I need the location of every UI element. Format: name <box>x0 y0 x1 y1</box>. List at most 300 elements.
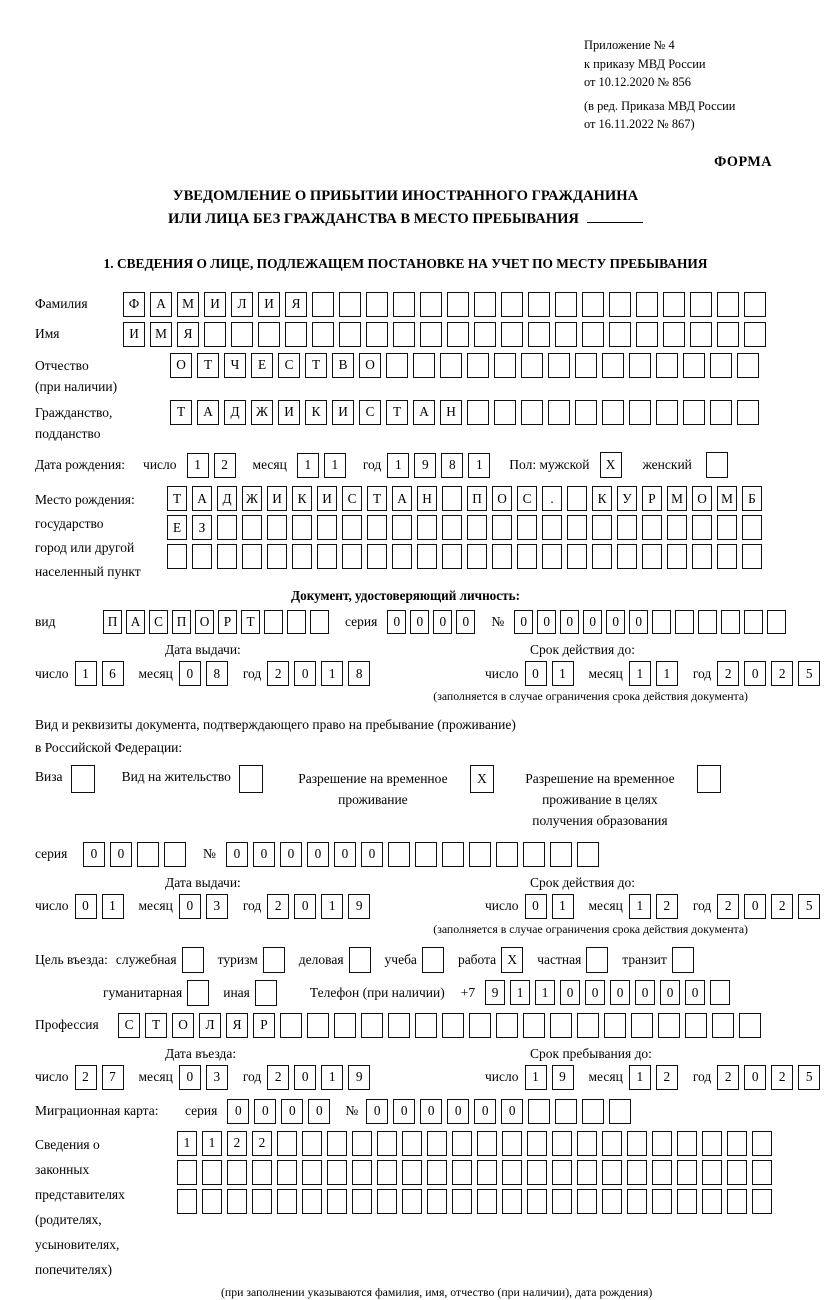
birth-place-cell[interactable] <box>192 544 212 569</box>
number-cell[interactable]: 0 <box>307 842 329 867</box>
series-cell[interactable]: 0 <box>308 1099 330 1124</box>
profession-cell[interactable] <box>685 1013 707 1038</box>
representative-cell[interactable] <box>727 1189 747 1214</box>
birth-place-cell[interactable]: А <box>392 486 412 511</box>
profession-cell[interactable]: О <box>172 1013 194 1038</box>
visa-checkbox[interactable] <box>71 765 100 793</box>
series-cell[interactable]: 0 <box>110 842 132 867</box>
representative-cell[interactable] <box>752 1131 772 1156</box>
citizenship-cell[interactable]: А <box>197 400 219 425</box>
representative-cell[interactable] <box>652 1131 672 1156</box>
date-cell[interactable]: 1 <box>321 1065 343 1090</box>
number-cell[interactable]: 0 <box>253 842 275 867</box>
patronymic-cell[interactable]: С <box>278 353 300 378</box>
doc-series-cell[interactable]: 0 <box>410 610 429 634</box>
representative-cell[interactable] <box>602 1189 622 1214</box>
profession-cell[interactable] <box>577 1013 599 1038</box>
doc-number-cell[interactable]: 0 <box>606 610 625 634</box>
name-cell[interactable] <box>447 322 469 347</box>
birth-place-cell[interactable]: А <box>192 486 212 511</box>
birth-place-cell[interactable] <box>367 544 387 569</box>
birth-place-cell[interactable] <box>667 515 687 540</box>
birth-place-cell[interactable] <box>692 515 712 540</box>
number-cell[interactable]: 0 <box>361 842 383 867</box>
name-cell[interactable] <box>609 322 631 347</box>
name-cell[interactable] <box>474 322 496 347</box>
citizenship-cell[interactable] <box>656 400 678 425</box>
date-cell[interactable]: 0 <box>744 894 766 919</box>
residence-valid-year[interactable] <box>717 894 825 919</box>
date-cell[interactable]: 6 <box>102 661 124 686</box>
birth-place-cell[interactable] <box>617 544 637 569</box>
birth-place-cell[interactable]: Т <box>167 486 187 511</box>
representative-cell[interactable] <box>277 1160 297 1185</box>
patronymic-cell[interactable]: В <box>332 353 354 378</box>
birth-place-cell[interactable]: Д <box>217 486 237 511</box>
patronymic-cell[interactable]: Т <box>305 353 327 378</box>
profession-cell[interactable] <box>415 1013 437 1038</box>
representative-cell[interactable] <box>752 1160 772 1185</box>
citizenship-cell[interactable] <box>521 400 543 425</box>
surname-cell[interactable] <box>663 292 685 317</box>
birth-place-cell[interactable] <box>367 515 387 540</box>
profession-cell[interactable] <box>388 1013 410 1038</box>
representative-cell[interactable] <box>727 1160 747 1185</box>
surname-cell[interactable] <box>717 292 739 317</box>
date-cell[interactable]: 1 <box>102 894 124 919</box>
birth-place-cell[interactable] <box>567 486 587 511</box>
temp-residence-education-checkbox[interactable] <box>697 765 726 793</box>
residence-series-input[interactable] <box>83 842 191 867</box>
date-cell[interactable]: 5 <box>798 661 820 686</box>
number-cell[interactable]: 0 <box>420 1099 442 1124</box>
date-cell[interactable]: 1 <box>525 1065 547 1090</box>
birth-place-cell[interactable] <box>292 515 312 540</box>
date-cell[interactable]: 8 <box>206 661 228 686</box>
checkbox[interactable] <box>349 947 371 973</box>
patronymic-cell[interactable] <box>467 353 489 378</box>
profession-cell[interactable] <box>631 1013 653 1038</box>
patronymic-cell[interactable] <box>440 353 462 378</box>
purpose-humanitarian-checkbox[interactable] <box>187 980 214 1006</box>
birth-place-cell[interactable] <box>467 544 487 569</box>
date-cell[interactable]: 1 <box>629 1065 651 1090</box>
representative-cell[interactable] <box>502 1160 522 1185</box>
representative-cell[interactable] <box>477 1131 497 1156</box>
number-cell[interactable] <box>523 842 545 867</box>
representative-cell[interactable] <box>677 1160 697 1185</box>
citizenship-cell[interactable]: И <box>278 400 300 425</box>
patronymic-input[interactable] <box>170 353 764 378</box>
sex-female-checkbox[interactable] <box>706 452 733 478</box>
citizenship-cell[interactable]: К <box>305 400 327 425</box>
profession-cell[interactable]: С <box>118 1013 140 1038</box>
birth-place-cell[interactable]: У <box>617 486 637 511</box>
number-cell[interactable] <box>469 842 491 867</box>
representative-cell[interactable] <box>577 1131 597 1156</box>
representative-cell[interactable] <box>752 1189 772 1214</box>
migration-series-input[interactable] <box>227 1099 335 1124</box>
surname-cell[interactable] <box>555 292 577 317</box>
birth-place-line3[interactable] <box>167 544 767 569</box>
representative-cell[interactable] <box>277 1189 297 1214</box>
purpose-business-checkbox[interactable] <box>349 947 376 973</box>
representative-cell[interactable] <box>352 1131 372 1156</box>
profession-input[interactable] <box>118 1013 766 1038</box>
number-cell[interactable] <box>528 1099 550 1124</box>
representative-cell[interactable]: 2 <box>227 1131 247 1156</box>
birth-place-cell[interactable] <box>617 515 637 540</box>
citizenship-cell[interactable]: Д <box>224 400 246 425</box>
doc-issue-month[interactable] <box>179 661 233 686</box>
birth-place-cell[interactable] <box>392 544 412 569</box>
citizenship-cell[interactable] <box>710 400 732 425</box>
number-cell[interactable] <box>609 1099 631 1124</box>
representative-cell[interactable]: 1 <box>202 1131 222 1156</box>
representative-cell[interactable] <box>302 1160 322 1185</box>
representative-cell[interactable] <box>302 1189 322 1214</box>
representative-cell[interactable] <box>452 1131 472 1156</box>
surname-cell[interactable]: И <box>204 292 226 317</box>
name-cell[interactable] <box>393 322 415 347</box>
citizenship-cell[interactable] <box>683 400 705 425</box>
representative-cell[interactable] <box>502 1189 522 1214</box>
profession-cell[interactable] <box>442 1013 464 1038</box>
birth-place-line1[interactable] <box>167 486 767 511</box>
number-cell[interactable]: 0 <box>393 1099 415 1124</box>
doc-number-cell[interactable] <box>652 610 671 634</box>
birth-place-cell[interactable] <box>542 544 562 569</box>
birth-place-cell[interactable] <box>717 515 737 540</box>
surname-cell[interactable] <box>690 292 712 317</box>
birth-place-cell[interactable]: И <box>267 486 287 511</box>
representative-cell[interactable] <box>327 1189 347 1214</box>
profession-cell[interactable] <box>307 1013 329 1038</box>
doc-kind-cell[interactable]: С <box>149 610 168 634</box>
birth-place-cell[interactable] <box>567 515 587 540</box>
birth-year-cell[interactable]: 1 <box>468 453 490 478</box>
representative-cell[interactable] <box>477 1160 497 1185</box>
profession-cell[interactable]: Л <box>199 1013 221 1038</box>
name-cell[interactable] <box>420 322 442 347</box>
patronymic-cell[interactable] <box>548 353 570 378</box>
checkbox[interactable] <box>263 947 285 973</box>
birth-day-input[interactable] <box>187 453 241 478</box>
birth-place-cell[interactable] <box>417 515 437 540</box>
number-cell[interactable] <box>496 842 518 867</box>
purpose-tourism-checkbox[interactable] <box>263 947 290 973</box>
birth-place-cell[interactable]: С <box>342 486 362 511</box>
birth-place-cell[interactable] <box>217 515 237 540</box>
representatives-line2[interactable] <box>177 1160 777 1185</box>
representative-cell[interactable]: 2 <box>252 1131 272 1156</box>
birth-place-cell[interactable] <box>217 544 237 569</box>
surname-cell[interactable] <box>528 292 550 317</box>
doc-number-cell[interactable] <box>744 610 763 634</box>
profession-cell[interactable] <box>712 1013 734 1038</box>
doc-kind-cell[interactable] <box>264 610 283 634</box>
date-cell[interactable]: 1 <box>552 661 574 686</box>
doc-kind-cell[interactable]: А <box>126 610 145 634</box>
representative-cell[interactable] <box>627 1160 647 1185</box>
birth-place-cell[interactable] <box>542 515 562 540</box>
number-cell[interactable]: 0 <box>474 1099 496 1124</box>
surname-cell[interactable] <box>366 292 388 317</box>
birth-place-cell[interactable] <box>742 544 762 569</box>
migration-number-input[interactable] <box>366 1099 636 1124</box>
doc-kind-cell[interactable]: Т <box>241 610 260 634</box>
representative-cell[interactable] <box>177 1160 197 1185</box>
surname-cell[interactable]: Ф <box>123 292 145 317</box>
representative-cell[interactable] <box>677 1189 697 1214</box>
number-cell[interactable]: 0 <box>280 842 302 867</box>
date-cell[interactable]: 0 <box>525 894 547 919</box>
doc-series-cell[interactable]: 0 <box>387 610 406 634</box>
checkbox[interactable] <box>71 765 95 793</box>
birth-place-cell[interactable]: Б <box>742 486 762 511</box>
representative-cell[interactable] <box>277 1131 297 1156</box>
residence-permit-checkbox[interactable] <box>239 765 268 793</box>
birth-place-cell[interactable] <box>517 515 537 540</box>
name-cell[interactable]: И <box>123 322 145 347</box>
birth-place-cell[interactable] <box>442 515 462 540</box>
birth-place-cell[interactable] <box>467 515 487 540</box>
date-cell[interactable]: 0 <box>75 894 97 919</box>
profession-cell[interactable] <box>496 1013 518 1038</box>
representative-cell[interactable] <box>402 1189 422 1214</box>
surname-cell[interactable]: И <box>258 292 280 317</box>
representative-cell[interactable] <box>602 1131 622 1156</box>
residence-issue-day[interactable] <box>75 894 129 919</box>
citizenship-cell[interactable] <box>548 400 570 425</box>
citizenship-cell[interactable] <box>629 400 651 425</box>
surname-cell[interactable] <box>339 292 361 317</box>
patronymic-cell[interactable]: Е <box>251 353 273 378</box>
checkbox[interactable]: X <box>600 452 622 478</box>
representative-cell[interactable] <box>402 1131 422 1156</box>
birth-place-cell[interactable] <box>242 544 262 569</box>
date-cell[interactable]: 5 <box>798 894 820 919</box>
birth-place-cell[interactable]: М <box>717 486 737 511</box>
date-cell[interactable]: 1 <box>321 661 343 686</box>
series-cell[interactable]: 0 <box>281 1099 303 1124</box>
doc-kind-cell[interactable] <box>310 610 329 634</box>
birth-place-cell[interactable] <box>667 544 687 569</box>
representative-cell[interactable] <box>527 1189 547 1214</box>
name-cell[interactable] <box>636 322 658 347</box>
entry-month[interactable] <box>179 1065 233 1090</box>
surname-cell[interactable] <box>312 292 334 317</box>
date-cell[interactable]: 0 <box>744 661 766 686</box>
entry-year[interactable] <box>267 1065 375 1090</box>
number-cell[interactable]: 0 <box>366 1099 388 1124</box>
number-cell[interactable]: 0 <box>334 842 356 867</box>
date-cell[interactable]: 2 <box>75 1065 97 1090</box>
doc-number-cell[interactable]: 0 <box>514 610 533 634</box>
citizenship-cell[interactable] <box>737 400 759 425</box>
birth-place-cell[interactable]: Т <box>367 486 387 511</box>
citizenship-cell[interactable]: Ж <box>251 400 273 425</box>
birth-place-cell[interactable] <box>267 544 287 569</box>
representative-cell[interactable] <box>527 1160 547 1185</box>
purpose-work-checkbox[interactable] <box>501 947 528 973</box>
series-cell[interactable] <box>137 842 159 867</box>
representative-cell[interactable] <box>377 1131 397 1156</box>
representative-cell[interactable] <box>627 1131 647 1156</box>
doc-number-cell[interactable]: 0 <box>583 610 602 634</box>
name-cell[interactable] <box>312 322 334 347</box>
stay-month[interactable] <box>629 1065 683 1090</box>
checkbox[interactable] <box>672 947 694 973</box>
surname-cell[interactable] <box>393 292 415 317</box>
profession-cell[interactable] <box>739 1013 761 1038</box>
name-cell[interactable]: Я <box>177 322 199 347</box>
patronymic-cell[interactable] <box>629 353 651 378</box>
birth-place-cell[interactable] <box>267 515 287 540</box>
patronymic-cell[interactable] <box>710 353 732 378</box>
birth-place-cell[interactable] <box>167 544 187 569</box>
representative-cell[interactable] <box>577 1189 597 1214</box>
profession-cell[interactable] <box>334 1013 356 1038</box>
representative-cell[interactable] <box>452 1189 472 1214</box>
phone-cell[interactable]: 1 <box>535 980 555 1005</box>
doc-kind-cell[interactable]: П <box>172 610 191 634</box>
birth-place-cell[interactable] <box>317 544 337 569</box>
doc-series-cell[interactable]: 0 <box>456 610 475 634</box>
representative-cell[interactable] <box>602 1160 622 1185</box>
date-cell[interactable]: 0 <box>744 1065 766 1090</box>
citizenship-cell[interactable]: Т <box>170 400 192 425</box>
surname-cell[interactable] <box>447 292 469 317</box>
birth-place-cell[interactable] <box>642 544 662 569</box>
representative-cell[interactable] <box>377 1160 397 1185</box>
name-cell[interactable] <box>231 322 253 347</box>
surname-cell[interactable] <box>501 292 523 317</box>
date-cell[interactable]: 8 <box>348 661 370 686</box>
birth-place-cell[interactable]: Р <box>642 486 662 511</box>
date-cell[interactable]: 9 <box>552 1065 574 1090</box>
purpose-official-checkbox[interactable] <box>182 947 209 973</box>
birth-day-cell[interactable]: 1 <box>187 453 209 478</box>
purpose-study-checkbox[interactable] <box>422 947 449 973</box>
patronymic-cell[interactable]: Ч <box>224 353 246 378</box>
date-cell[interactable]: 0 <box>294 894 316 919</box>
date-cell[interactable]: 2 <box>771 661 793 686</box>
name-cell[interactable] <box>744 322 766 347</box>
birth-place-cell[interactable]: П <box>467 486 487 511</box>
representative-cell[interactable] <box>327 1160 347 1185</box>
birth-place-cell[interactable] <box>417 544 437 569</box>
date-cell[interactable]: 9 <box>348 894 370 919</box>
surname-cell[interactable]: М <box>177 292 199 317</box>
birth-place-cell[interactable] <box>442 544 462 569</box>
series-cell[interactable]: 0 <box>227 1099 249 1124</box>
representative-cell[interactable] <box>427 1131 447 1156</box>
citizenship-cell[interactable]: Н <box>440 400 462 425</box>
representative-cell[interactable] <box>352 1189 372 1214</box>
stay-year[interactable] <box>717 1065 825 1090</box>
purpose-transit-checkbox[interactable] <box>672 947 699 973</box>
doc-kind-cell[interactable] <box>287 610 306 634</box>
phone-cell[interactable]: 0 <box>560 980 580 1005</box>
residence-valid-month[interactable] <box>629 894 683 919</box>
citizenship-cell[interactable]: И <box>332 400 354 425</box>
doc-series-cell[interactable]: 0 <box>433 610 452 634</box>
patronymic-cell[interactable] <box>683 353 705 378</box>
birth-place-cell[interactable] <box>492 515 512 540</box>
date-cell[interactable]: 3 <box>206 1065 228 1090</box>
patronymic-cell[interactable] <box>602 353 624 378</box>
name-cell[interactable]: М <box>150 322 172 347</box>
series-cell[interactable]: 0 <box>254 1099 276 1124</box>
date-cell[interactable]: 1 <box>629 661 651 686</box>
profession-cell[interactable] <box>604 1013 626 1038</box>
birth-place-cell[interactable] <box>342 544 362 569</box>
residence-valid-day[interactable] <box>525 894 579 919</box>
birth-place-cell[interactable]: М <box>667 486 687 511</box>
birth-place-line2[interactable] <box>167 515 767 540</box>
citizenship-input[interactable] <box>170 400 764 425</box>
representative-cell[interactable] <box>702 1189 722 1214</box>
number-cell[interactable] <box>577 842 599 867</box>
representative-cell[interactable] <box>302 1131 322 1156</box>
doc-series-input[interactable] <box>387 610 479 634</box>
doc-valid-year[interactable] <box>717 661 825 686</box>
date-cell[interactable]: 1 <box>321 894 343 919</box>
phone-cell[interactable]: 0 <box>635 980 655 1005</box>
birth-place-cell[interactable]: Е <box>167 515 187 540</box>
patronymic-cell[interactable] <box>386 353 408 378</box>
birth-place-cell[interactable]: З <box>192 515 212 540</box>
checkbox[interactable] <box>706 452 728 478</box>
checkbox[interactable] <box>586 947 608 973</box>
citizenship-cell[interactable]: А <box>413 400 435 425</box>
number-cell[interactable] <box>442 842 464 867</box>
date-cell[interactable]: 2 <box>656 894 678 919</box>
citizenship-cell[interactable] <box>467 400 489 425</box>
date-cell[interactable]: 2 <box>771 894 793 919</box>
date-cell[interactable]: 0 <box>294 1065 316 1090</box>
name-cell[interactable] <box>528 322 550 347</box>
doc-valid-month[interactable] <box>629 661 683 686</box>
date-cell[interactable]: 2 <box>717 894 739 919</box>
patronymic-cell[interactable] <box>521 353 543 378</box>
birth-place-cell[interactable] <box>342 515 362 540</box>
date-cell[interactable]: 2 <box>717 1065 739 1090</box>
phone-cell[interactable]: 1 <box>510 980 530 1005</box>
representative-cell[interactable] <box>527 1131 547 1156</box>
birth-place-cell[interactable] <box>717 544 737 569</box>
doc-number-cell[interactable] <box>698 610 717 634</box>
patronymic-cell[interactable]: Т <box>197 353 219 378</box>
name-cell[interactable] <box>663 322 685 347</box>
representative-cell[interactable] <box>652 1160 672 1185</box>
date-cell[interactable]: 3 <box>206 894 228 919</box>
name-cell[interactable] <box>690 322 712 347</box>
representative-cell[interactable] <box>252 1189 272 1214</box>
temp-residence-checkbox[interactable] <box>470 765 499 793</box>
doc-kind-cell[interactable]: Р <box>218 610 237 634</box>
birth-place-cell[interactable] <box>242 515 262 540</box>
doc-number-cell[interactable] <box>721 610 740 634</box>
doc-number-cell[interactable]: 0 <box>537 610 556 634</box>
name-cell[interactable] <box>582 322 604 347</box>
profession-cell[interactable] <box>523 1013 545 1038</box>
date-cell[interactable]: 1 <box>629 894 651 919</box>
representative-cell[interactable] <box>552 1131 572 1156</box>
citizenship-cell[interactable] <box>575 400 597 425</box>
series-cell[interactable] <box>164 842 186 867</box>
